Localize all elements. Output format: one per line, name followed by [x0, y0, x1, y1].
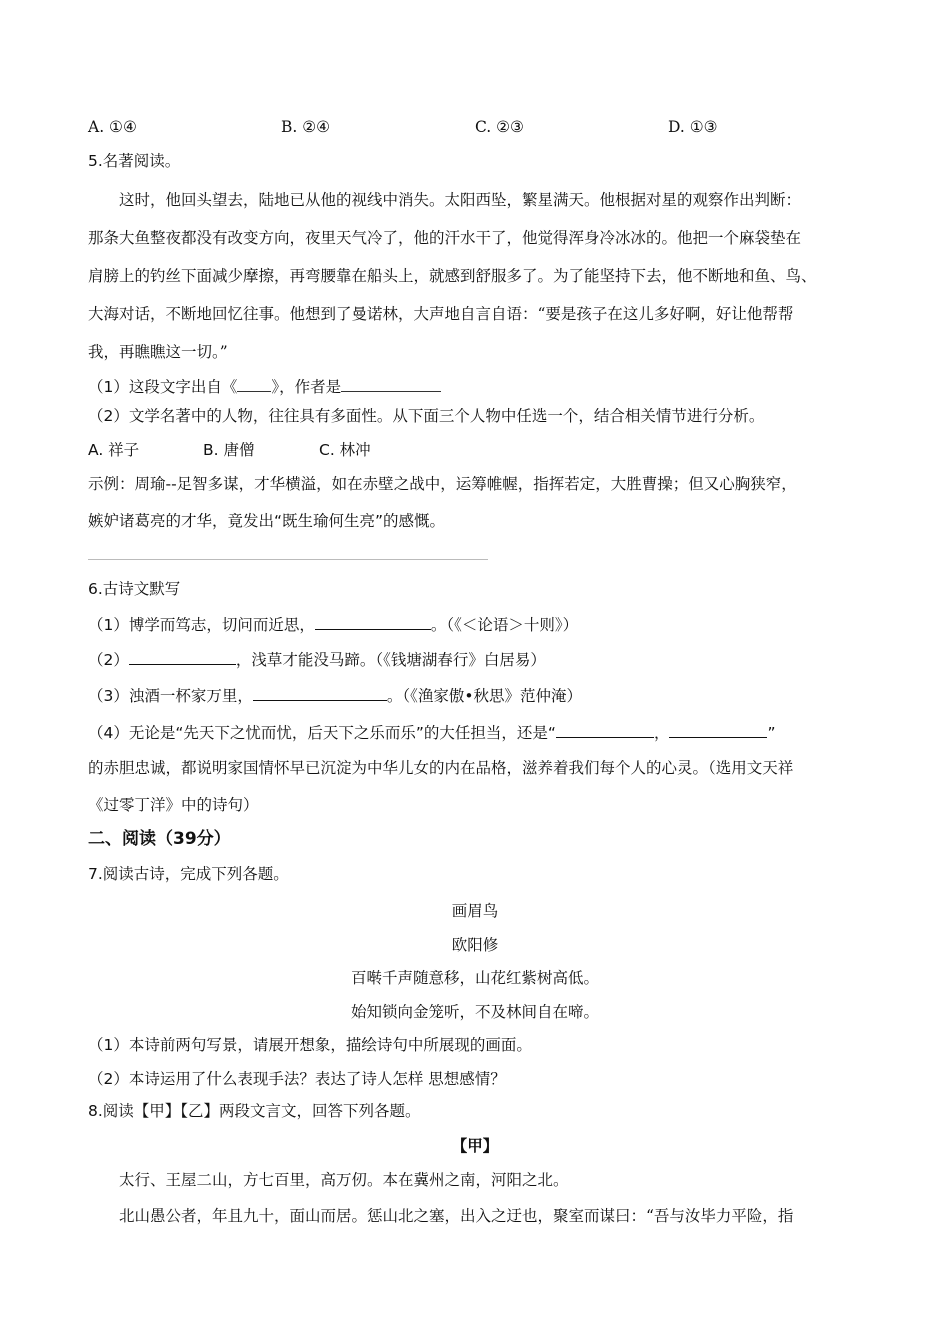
q6-title: 6.古诗文默写 — [88, 580, 181, 598]
poem-title: 画眉鸟 — [451, 902, 499, 920]
q5-example-line: 示例：周瑜--足智多谋，才华横溢，如在赤壁之战中，运筹帷幄，指挥若定，大胜曹操；但又心胸狭窄， — [88, 475, 797, 493]
option-c: C. ②③ — [475, 118, 524, 136]
q6-item-3-text: （3）浊酒一杯家万里， — [88, 687, 253, 705]
q5-choice-b: B. 唐僧 — [203, 441, 255, 459]
q5-sub1-text-a: （1）这段文字出自《 — [88, 378, 238, 396]
section-heading: 二、阅读（39分） — [88, 829, 231, 849]
fill-blank[interactable] — [315, 612, 431, 630]
q7-sub1: （1）本诗前两句写景，请展开想象，描绘诗句中所展现的画面。 — [88, 1036, 532, 1054]
passage-heading: 【甲】 — [451, 1137, 499, 1155]
q5-choice-c: C. 林冲 — [319, 441, 371, 459]
q6-item-4-quote: ” — [767, 724, 776, 742]
fill-blank[interactable] — [556, 720, 654, 738]
q6-item-4-comma: ， — [653, 724, 670, 742]
q5-sub1 — [88, 374, 441, 398]
q8-passage-line: 太行、王屋二山，方七百里，高万仞。本在冀州之南，河阳之北。 — [119, 1171, 569, 1189]
q5-sub1-text-b: 》，作者是 — [271, 378, 342, 396]
q6-item-4-text: （4）无论是“先天下之忧而忧，后天下之乐而乐”的大任担当，还是“ — [88, 724, 556, 742]
q6-item-4-note: 《过零丁洋》中的诗句） — [88, 796, 259, 814]
option-b: B. ②④ — [281, 118, 331, 136]
fill-blank[interactable] — [129, 647, 236, 665]
poem-verse: 百啭千声随意移，山花红紫树高低。 — [350, 969, 599, 987]
answer-line[interactable] — [88, 559, 488, 560]
option-d: D. ①③ — [668, 118, 718, 136]
fill-blank[interactable] — [253, 683, 387, 701]
q5-passage-line: 大海对话，不断地回忆往事。他想到了曼诺林，大声地自言自语：“要是孩子在这儿多好啊，好让他帮帮 — [88, 305, 794, 323]
q5-sub2: （2）文学名著中的人物，往往具有多面性。从下面三个人物中任选一个，结合相关情节进行分析。 — [88, 407, 765, 425]
q5-passage-line: 那条大鱼整夜都没有改变方向，夜里天气冷了，他的汗水干了，他觉得浑身冷冰冰的。他把一个麻袋垫在 — [88, 229, 802, 247]
q5-title: 5.名著阅读。 — [88, 152, 181, 170]
q5-choice-a: A. 祥子 — [88, 441, 140, 459]
q7-title: 7.阅读古诗，完成下列各题。 — [88, 865, 289, 883]
q8-title: 8.阅读【甲】【乙】两段文言文，回答下列各题。 — [88, 1102, 421, 1120]
poem-verse: 始知锁向金笼听，不及林间自在啼。 — [350, 1003, 599, 1021]
fill-blank[interactable] — [669, 720, 767, 738]
q7-sub2: （2）本诗运用了什么表现手法？表达了诗人怎样 思想感情？ — [88, 1070, 506, 1088]
q5-passage-line: 肩膀上的钓丝下面减少摩擦，再弯腰靠在船头上，就感到舒服多了。为了能坚持下去，他不断地和鱼、鸟、 — [88, 267, 817, 285]
q6-item-3-source: 。（《渔家傲•秋思》范仲淹） — [386, 687, 583, 705]
q6-item-2-number: （2） — [88, 651, 129, 669]
q6-item-2 — [88, 647, 546, 671]
author-blank[interactable] — [341, 374, 441, 392]
q6-item-2-text: ，浅草才能没马蹄。（《钱塘湖春行》白居易） — [235, 651, 546, 669]
poem-author: 欧阳修 — [451, 936, 499, 954]
book-title-blank[interactable] — [237, 374, 271, 392]
q6-item-1-text: （1）博学而笃志，切问而近思， — [88, 616, 315, 634]
q5-example-line: 嫉妒诸葛亮的才华，竟发出“既生瑜何生亮”的感慨。 — [88, 512, 446, 530]
q6-item-4 — [88, 720, 776, 744]
q5-passage-line: 这时，他回头望去，陆地已从他的视线中消失。太阳西坠，繁星满天。他根据对星的观察作出判断： — [119, 191, 802, 209]
q8-passage-line: 北山愚公者，年且九十，面山而居。惩山北之塞，出入之迂也，聚室而谋曰：“吾与汝毕力平险，指 — [119, 1207, 794, 1225]
q5-passage-line: 我，再瞧瞧这一切。” — [88, 343, 228, 361]
q6-item-3 — [88, 683, 582, 707]
q6-item-4-continued: 的赤胆忠诚，都说明家国情怀早已沉淀为中华儿女的内在品格，滋养着我们每个人的心灵。（选用文天祥 — [88, 759, 794, 777]
q6-item-1-source: 。（《＜论语＞十则》） — [430, 616, 579, 634]
q6-item-1 — [88, 612, 578, 636]
option-a: A. ①④ — [88, 118, 137, 136]
